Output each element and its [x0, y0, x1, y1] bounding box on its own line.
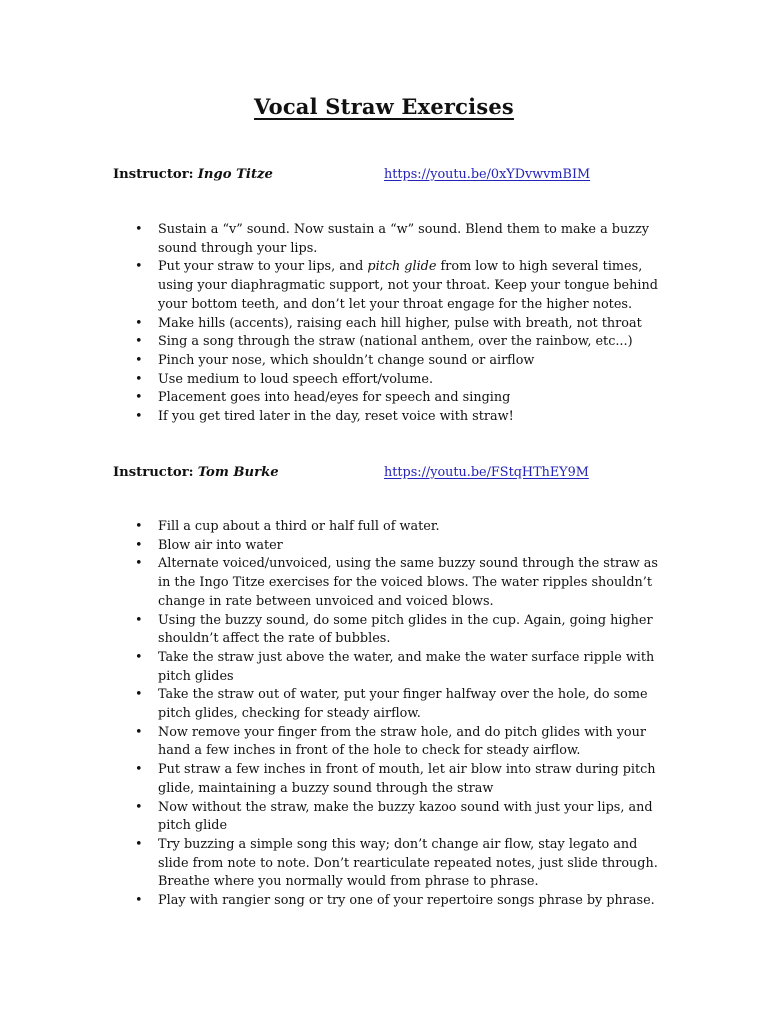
list-item: • Now remove your finger from the straw hole, and do pitch glides with your hand a few inches in front of the hole to check for steady airflow.: [135, 724, 646, 759]
instructor-name: Ingo Titze: [197, 167, 273, 182]
bullet-icon: •: [135, 222, 143, 237]
instructor-name: Tom Burke: [197, 465, 279, 480]
exercise-list-burke: [0, 518, 768, 911]
video-link-titze[interactable]: https://youtu.be/0xYDvwvmBIM: [384, 167, 591, 182]
instructor-line-burke: [113, 465, 279, 480]
list-item: • Use medium to loud speech effort/volume.: [158, 371, 658, 390]
video-link-burke[interactable]: https://youtu.be/FStqHThEY9M: [384, 465, 589, 480]
list-item: • Sing a song through the straw (national anthem, over the rainbow, etc...): [158, 333, 658, 352]
list-item: • Put your straw to your lips, and pitch glide from low to high several times, using your diaphragmatic support, not your throat. Keep your tongue behind your bottom teeth, and don’t let your throat engage for the higher notes.: [135, 259, 658, 312]
list-item: • Now without the straw, make the buzzy kazoo sound with just your lips, and pitch glide: [135, 799, 653, 834]
list-item: • If you get tired later in the day, reset voice with straw!: [158, 408, 658, 427]
bullet-icon: •: [135, 612, 143, 628]
list-item: • Make hills (accents), raising each hill higher, pulse with breath, not throat: [158, 315, 658, 334]
list-item: • Blow air into water: [158, 537, 658, 556]
list-item: • Try buzzing a simple song this way; don’t change air flow, stay legato and slide from note to note. Don’t rearticulate repeated notes, just slide through. Breathe where you normally would from phrase to phrase.: [135, 836, 658, 890]
exercise-list-titze: [0, 221, 768, 427]
bullet-icon: •: [135, 893, 143, 909]
list-item: • Take the straw just above the water, and make the water surface ripple with pitch glides: [135, 649, 655, 684]
bullet-icon: •: [135, 259, 143, 275]
bullet-icon: •: [135, 836, 143, 852]
bullet-icon: •: [135, 649, 143, 665]
bullet-icon: •: [135, 352, 143, 368]
list-item: • Put straw a few inches in front of mouth, let air blow into straw during pitch glide, maintaining a buzzy sound through the straw: [135, 762, 656, 796]
bullet-icon: •: [135, 409, 143, 425]
page-title-text: Vocal Straw Exercises: [254, 94, 514, 119]
bullet-icon: •: [135, 556, 143, 572]
list-item: • Sustain a “v” sound. Now sustain a “w” sound. Blend them to make a buzzy sound through your lips.: [135, 222, 649, 256]
list-item: • Using the buzzy sound, do some pitch glides in the cup. Again, going higher shouldn’t affect the rate of bubbles.: [135, 612, 653, 647]
bullet-icon: •: [135, 799, 143, 815]
bullet-icon: •: [135, 519, 143, 534]
list-item: • Alternate voiced/unvoiced, using the same buzzy sound through the straw as in the Ingo Titze exercises for the voiced blows. The water ripples shouldn’t change in rate between unvoiced and voiced blows.: [135, 556, 658, 609]
list-item: • Play with rangier song or try one of your repertoire songs phrase by phrase.: [158, 892, 658, 911]
instructor-label: Instructor:: [113, 465, 194, 480]
list-item: • Pinch your nose, which shouldn’t change sound or airflow: [158, 352, 658, 371]
bullet-icon: •: [135, 537, 143, 553]
instructor-label: Instructor:: [113, 167, 194, 182]
bullet-icon: •: [135, 334, 143, 350]
bullet-icon: •: [135, 762, 143, 778]
bullet-icon: •: [135, 315, 143, 331]
list-item: • Placement goes into head/eyes for speech and singing: [158, 389, 658, 408]
bullet-icon: •: [135, 371, 143, 387]
instructor-line-titze: [113, 167, 273, 182]
bullet-icon: •: [135, 724, 143, 740]
list-item: • Fill a cup about a third or half full of water.: [158, 518, 658, 537]
bullet-icon: •: [135, 390, 143, 406]
list-item: • Take the straw out of water, put your finger halfway over the hole, do some pitch glides, checking for steady airflow.: [135, 687, 648, 722]
bullet-icon: •: [135, 687, 143, 703]
page-title: [0, 94, 768, 119]
